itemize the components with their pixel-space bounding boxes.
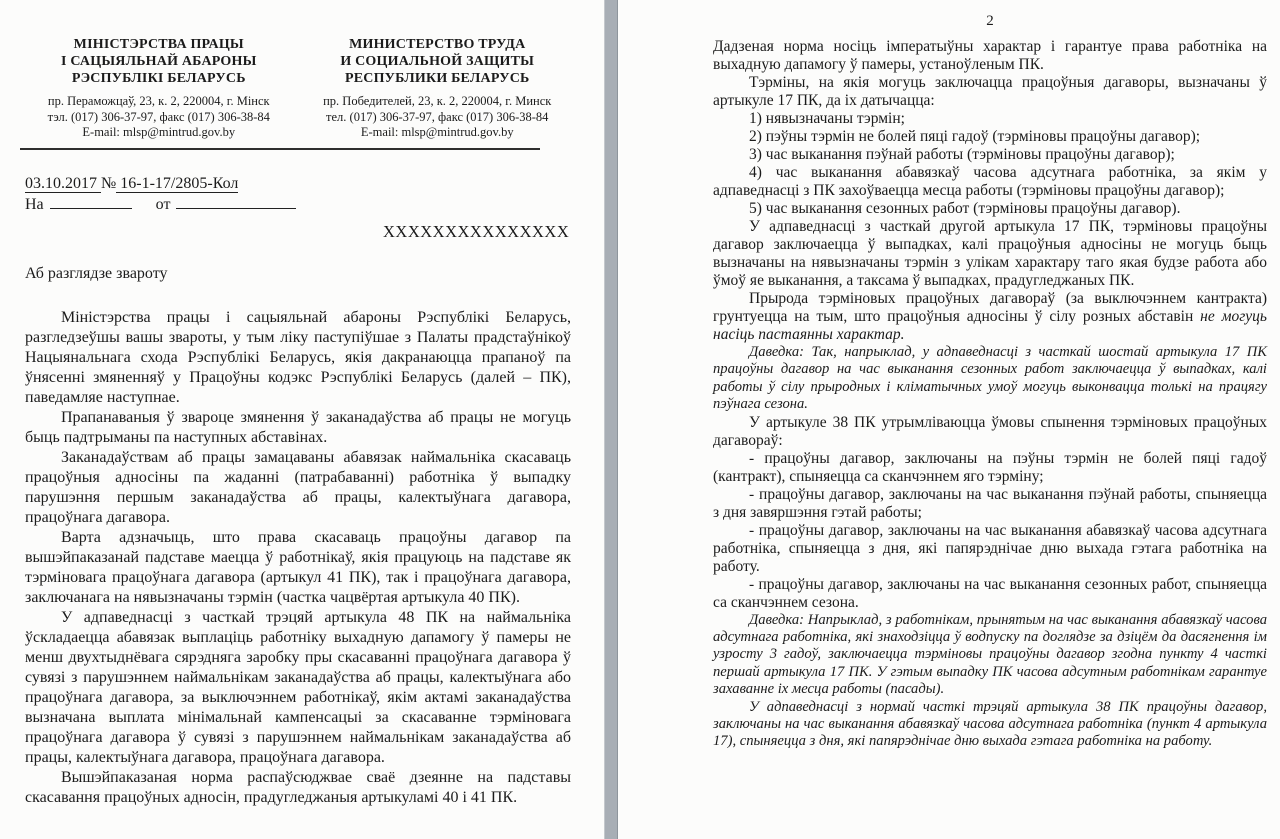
body-paragraph: Дадзеная норма носіць імператыўны характар і гарантуе права работніка на выхадную дапамогу ў памеры, устаноўленым ПК.	[713, 38, 1267, 73]
page-1-body	[25, 308, 571, 808]
list-item: 4) час выканання абавязкаў часова адсутнага работніка, за якім у адпаведнасці з ПК захоўваецца месца работы (тэрміновы працоўны дагавор);	[713, 164, 1267, 199]
ministry-address-by: пр. Пераможцаў, 23, к. 2, 220004, г. Мінск	[47, 94, 270, 108]
note-paragraph: Даведка: Напрыклад, з работнікам, прынятым на час выканання абавязкаў часова адсутнага работніка, які знаходзіцца ў водпуску па доглядзе за дзіцём да дасягнення ім узросту 3 гадоў, заключаецца тэрміновы працоўны дагавор згодна пункту 4 часткі першай артыкула 17 ПК. У гэтым выпадку ПК часова адсутным работнікам гарантуе захаванне іх месца работы (пасады).	[713, 611, 1267, 698]
ministry-name-ru-line1: МИНИСТЕРСТВО ТРУДА	[349, 37, 526, 52]
paragraph-italic-part: не могуць насіць пастаянны характар.	[713, 308, 1267, 343]
outgoing-reference-line	[25, 173, 571, 194]
body-paragraph: Заканадаўствам аб працы замацаваны абавязак наймальніка скасаваць працоўныя адносіны па жаданні (патрабаванні) работніка ў выпадку парушэння першым заканадаўства аб працы, калектыўнага дагавора, працоўнага дагавора.	[25, 448, 571, 526]
body-paragraph: Вышэйпаказаная норма распаўсюджвае сваё дзеянне на падставы скасавання працоўных адносін, прадугледжаныя артыкуламі 40 і 41 ПК.	[25, 768, 571, 806]
dash-item: - працоўны дагавор, заключаны на пэўны тэрмін не болей пяці гадоў (кантракт), спыняецца са сканчэннем яго тэрміну;	[713, 449, 1267, 485]
list-item: 5) час выканання сезонных работ (тэрміновы працоўны дагавор).	[749, 200, 1181, 217]
ministry-name-ru	[303, 36, 571, 87]
letterhead-rule	[20, 148, 540, 150]
ministry-contact-ru	[303, 94, 571, 141]
outgoing-date: 03.10.2017	[25, 174, 101, 192]
ministry-name-by-line2: І САЦЫЯЛЬНАЙ АБАРОНЫ	[60, 54, 257, 69]
na-label: На	[25, 195, 44, 213]
page-2	[618, 0, 1280, 839]
note-paragraph: Даведка: Так, напрыклад, у адпаведнасці з часткай шостай артыкула 17 ПК працоўны дагавор на час выканання сезонных работ заключаецца ў выпадках, калі работы ў сілу прыродных і кліматычных умоў могуць выконвацца толькі на працягу пэўнага сезона.	[713, 344, 1267, 413]
body-paragraph: У артыкуле 38 ПК утрымліваюцца ўмовы спынення тэрміновых працоўных дагавораў:	[713, 413, 1267, 449]
letterhead-by	[25, 36, 293, 141]
incoming-reference-line	[25, 194, 571, 215]
body-paragraph: Тэрміны, на якія могуць заключацца працоўныя дагаворы, вызначаны ў артыкуле 17 ПК, да іх датычацца:	[713, 74, 1267, 109]
ministry-name-by	[25, 36, 293, 87]
letterhead	[25, 36, 571, 141]
ministry-email-ru: E-mail: mlsp@mintrud.gov.by	[360, 125, 514, 139]
list-item: 2) пэўны тэрмін не болей пяці гадоў (тэрміновы працоўны дагавор);	[749, 128, 1201, 145]
body-paragraph: Варта адзначыць, што права скасаваць працоўны дагавор па вышэйпаказанай падставе маецца ў работнікаў, якія працуюць на падставе як тэрміновага працоўнага дагавора (артыкул 41 ПК), так і працоўнага дагавора, заключанага на нявызначаны тэрмін (частка чацвёртая артыкула 40 ПК).	[25, 528, 571, 606]
incoming-number-blank	[50, 195, 132, 209]
page-divider	[604, 0, 618, 839]
dash-item: - працоўны дагавор, заключаны на час выканання пэўнай работы, спыняецца з дня завяршэння гэтай работы;	[713, 485, 1267, 521]
body-paragraph: Прапанаваныя ў звароце змянення ў заканадаўства аб працы не могуць быць падтрыманы па наступных абставінах.	[25, 408, 571, 446]
list-item: 3) час выканання пэўнай работы (тэрміновы працоўны дагавор);	[749, 146, 1175, 163]
letterhead-ru	[303, 36, 571, 141]
subject-line: Аб разглядзе звароту	[25, 264, 168, 282]
ministry-contact-by	[25, 94, 293, 141]
page-number: 2	[986, 13, 994, 29]
dash-item: - працоўны дагавор, заключаны на час выканання сезонных работ, спыняецца са сканчэннем сезона.	[713, 575, 1267, 611]
list-item: 1) нявызначаны тэрмін;	[749, 110, 905, 127]
ministry-email-by: E-mail: mlsp@mintrud.gov.by	[82, 125, 236, 139]
ministry-name-by-line1: МІНІСТЭРСТВА ПРАЦЫ	[73, 37, 244, 52]
paragraph-normal-part: Прырода тэрміновых працоўных дагавораў (за выключэннем кантракта) грунтуецца на тым, што працоўныя адносіны ў сілу розных абставін	[713, 290, 1267, 325]
number-sign: №	[101, 174, 117, 192]
incoming-date-blank	[176, 195, 296, 209]
ministry-phone-ru: тел. (017) 306-37-97, факс (017) 306-38-84	[326, 109, 549, 124]
body-paragraph	[713, 290, 1267, 344]
ot-label: от	[155, 195, 171, 213]
page-1	[0, 0, 604, 839]
recipient-placeholder: XXXXXXXXXXXXXXX	[383, 221, 570, 241]
ministry-phone-by: тэл. (017) 306-37-97, факс (017) 306-38-84	[47, 109, 270, 124]
body-paragraph: У адпаведнасці з часткай трэцяй артыкула 48 ПК на наймальніка ўскладаецца абавязак выплаціць работніку выхадную дапамогу ў памеры не менш двухтыднёвага сярэдняга заробку пры скасаванні працоўнага дагавора ў сувязі з парушэннем наймальнікам заканадаўства аб працы, калектыўнага або працоўнага дагавора, за выключэннем работнікаў, якім актамі заканадаўства вызначана выплата мінімальнай кампенсацыі за скасаванне тэрміновага працоўнага дагавора ў сувязі з парушэннем наймальнікам заканадаўства аб працы, калектыўнага дагавора, працоўнага дагавора.	[25, 608, 571, 766]
body-paragraph: У адпаведнасці з часткай другой артыкула 17 ПК, тэрміновы працоўны дагавор заключаецца ў выпадках, калі працоўныя адносіны не могуць быць вызначаны на нявызначаны тэрмін з улікам характару таго якая будзе работа або ўмоў яе выканання, а таксама ў выпадках, прадугледжаных ПК.	[713, 218, 1267, 289]
page-2-body	[713, 38, 1267, 751]
dash-item: - працоўны дагавор, заключаны на час выканання абавязкаў часова адсутнага работніка, спыняецца з дня, які папярэднічае дню выхада гэтага работніка на работу.	[713, 521, 1267, 575]
ministry-name-by-line3: РЭСПУБЛІКІ БЕЛАРУСЬ	[71, 71, 246, 86]
body-paragraph: Міністэрства працы і сацыяльнай абароны Рэспублікі Беларусь, разгледзеўшы вашы звароты, у тым ліку паступіўшае з Палаты прадстаўнікоў Нацыянальнага схода Рэспублікі Беларусь, якія дакранаюцца прапаноў па ўнясенні змяненняў у Працоўны кодэкс Рэспублікі Беларусь (далей – ПК), паведамляе наступнае.	[25, 308, 571, 406]
ministry-name-ru-line2: И СОЦИАЛЬНОЙ ЗАЩИТЫ	[340, 54, 535, 69]
ministry-name-ru-line3: РЕСПУБЛИКИ БЕЛАРУСЬ	[344, 71, 530, 86]
note-paragraph: У адпаведнасці з нормай часткі трэцяй артыкула 38 ПК працоўны дагавор, заключаны на час выканання абавязкаў часова адсутнага работніка (пункт 4 артыкула 17), спыняецца з дня, які папярэднічае дню выхада гэтага работніка на работу.	[713, 698, 1267, 750]
reference-block	[25, 173, 571, 215]
outgoing-number: 16-1-17/2805-Кол	[116, 174, 239, 192]
ministry-address-ru: пр. Победителей, 23, к. 2, 220004, г. Минск	[323, 94, 552, 108]
